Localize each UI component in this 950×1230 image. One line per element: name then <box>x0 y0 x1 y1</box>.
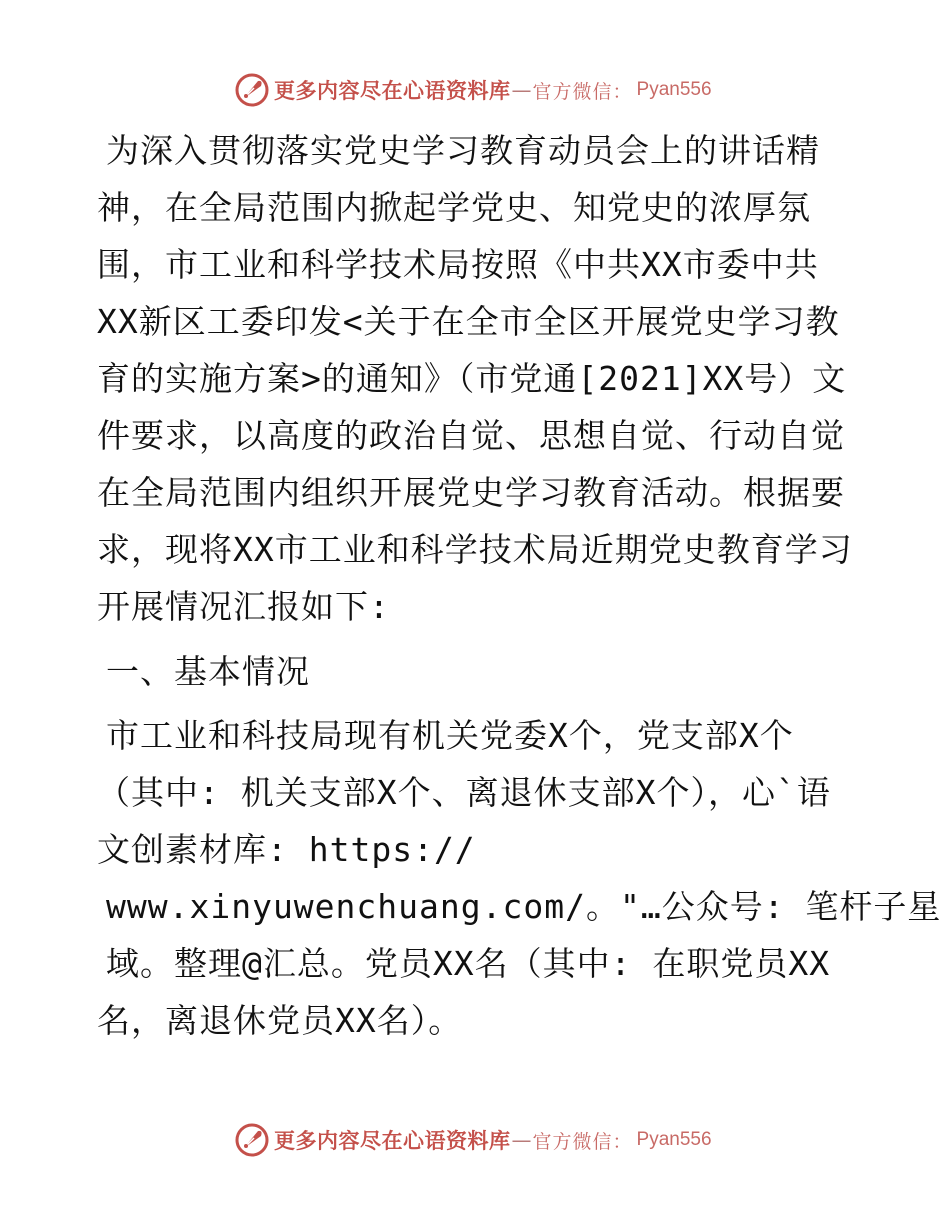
feather-pen-logo-icon <box>234 72 270 108</box>
header-promo-text: 更多内容尽在心语资料库 <box>274 78 511 103</box>
basic-info-text-start: 市工业和科技局现有机关党委X个，党支部X个（其中: 机关支部X个、离退休支部X个），心`语文创素材库: https:// <box>97 716 831 869</box>
feather-pen-logo-icon <box>234 1122 270 1158</box>
document-body <box>97 122 942 1049</box>
footer-wechat-id: Pyan556 <box>636 1129 712 1150</box>
header-banner <box>234 70 712 110</box>
footer-promo-text: 更多内容尽在心语资料库 <box>274 1128 511 1153</box>
footer-dash: — <box>511 1128 532 1152</box>
header-dash: — <box>511 78 532 102</box>
header-wechat-label: 官方微信： <box>532 80 633 103</box>
intro-paragraph: 为深入贯彻落实党史学习教育动员会上的讲话精神，在全局范围内掀起学党史、知党史的浓厚氛围，市工业和科学技术局按照《中共XX市委中共XX新区工委印发<关于在全市全区开展党史学习教育的实施方案>的通知》（市党通[2021]XX号）文件要求，以高度的政治自觉、思想自觉、行动自觉在全局范围内组织开展党史学习教育活动。根据要求，现将XX市工业和科学技术局近期党史教育学习开展情况汇报如下: <box>97 131 853 626</box>
basic-info-text-end: 域。整理@汇总。党员XX名（其中: 在职党员XX名，离退休党员XX名）。 <box>97 944 831 1040</box>
section-heading: 一、基本情况 <box>106 652 310 691</box>
basic-info-url-line: www.xinyuwenchuang.com/。"…公众号: 笔杆子星 <box>106 887 942 926</box>
basic-info-paragraph <box>97 707 942 1049</box>
footer-wechat-label: 官方微信： <box>532 1130 633 1153</box>
footer-banner <box>234 1120 712 1160</box>
header-wechat-id: Pyan556 <box>636 79 712 100</box>
